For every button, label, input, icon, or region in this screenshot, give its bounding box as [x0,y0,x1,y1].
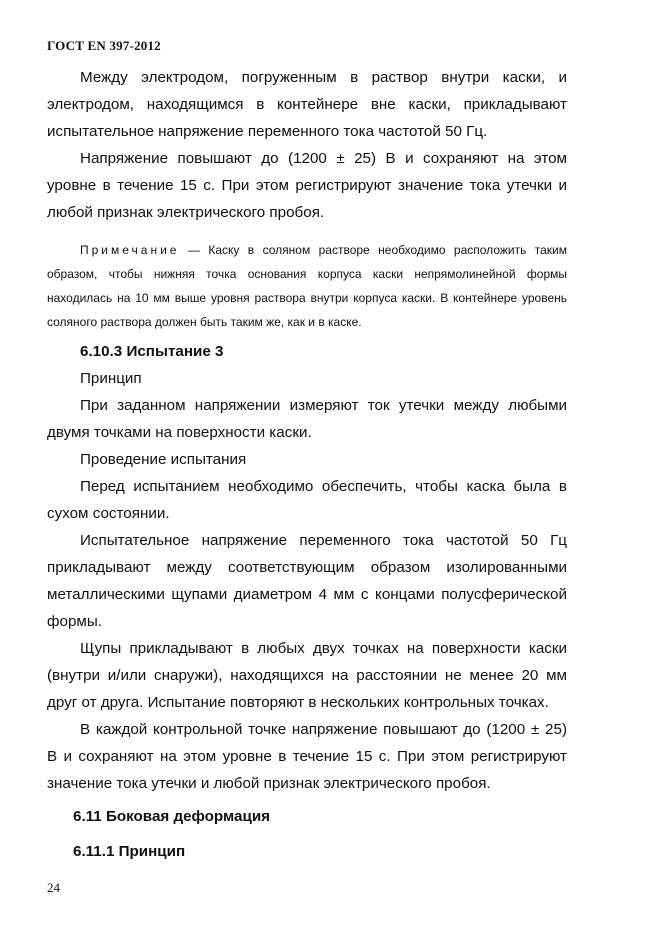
note-label: Примечание [80,243,180,257]
paragraph-probes: Испытательное напряжение переменного тока частотой 50 Гц прикладывают между соответствующим образом изолированными металлическими щупами диаметром 4 мм с концами полусферической формы. [47,532,567,630]
paragraph-probe-points: Щупы прикладывают в любых двух точках на поверхности каски (внутри и/или снаружи), находящихся на расстоянии не менее 20 мм друг от друга. Испытание повторяют в нескольких контрольных точках. [47,640,567,711]
section-heading-6-11: 6.11 Боковая деформация [73,808,271,825]
paragraph-principle: При заданном напряжении измеряют ток утечки между любыми двумя точками на поверхности каски. [47,397,567,441]
document-body [47,64,567,867]
standard-header: ГОСТ EN 397-2012 [47,38,161,53]
paragraph-dry-state: Перед испытанием необходимо обеспечить, чтобы каска была в сухом состоянии. [47,478,567,522]
subheading-procedure: Проведение испытания [80,451,247,468]
note-text: Каску в соляном растворе необходимо расположить таким образом, чтобы нижняя точка основания корпуса каски непрямолинейной формы находилась на 10 мм выше уровня раствора внутри корпуса каски. В контейнере уровень соляного раствора должен быть таким же, как и в каске. [47,243,567,329]
page-number: 24 [47,880,60,895]
note-dash: — [179,243,209,257]
paragraph-voltage-increase: Напряжение повышают до (1200 ± 25) В и сохраняют на этом уровне в течение 15 с. При этом регистрируют значение тока утечки и любой признак электрического пробоя. [47,150,567,221]
note-paragraph [47,238,567,334]
section-heading-6-11-1: 6.11.1 Принцип [73,843,186,860]
section-heading-6-10-3: 6.10.3 Испытание 3 [80,343,224,360]
subheading-principle: Принцип [80,370,142,387]
paragraph-control-points: В каждой контрольной точке напряжение повышают до (1200 ± 25) В и сохраняют на этом уровне в течение 15 с. При этом регистрируют значение тока утечки и любой признак электрического пробоя. [47,721,567,792]
paragraph-electrodes: Между электродом, погруженным в раствор внутри каски, и электродом, находящимся в контейнере вне каски, прикладывают испытательное напряжение переменного тока частотой 50 Гц. [47,69,567,140]
